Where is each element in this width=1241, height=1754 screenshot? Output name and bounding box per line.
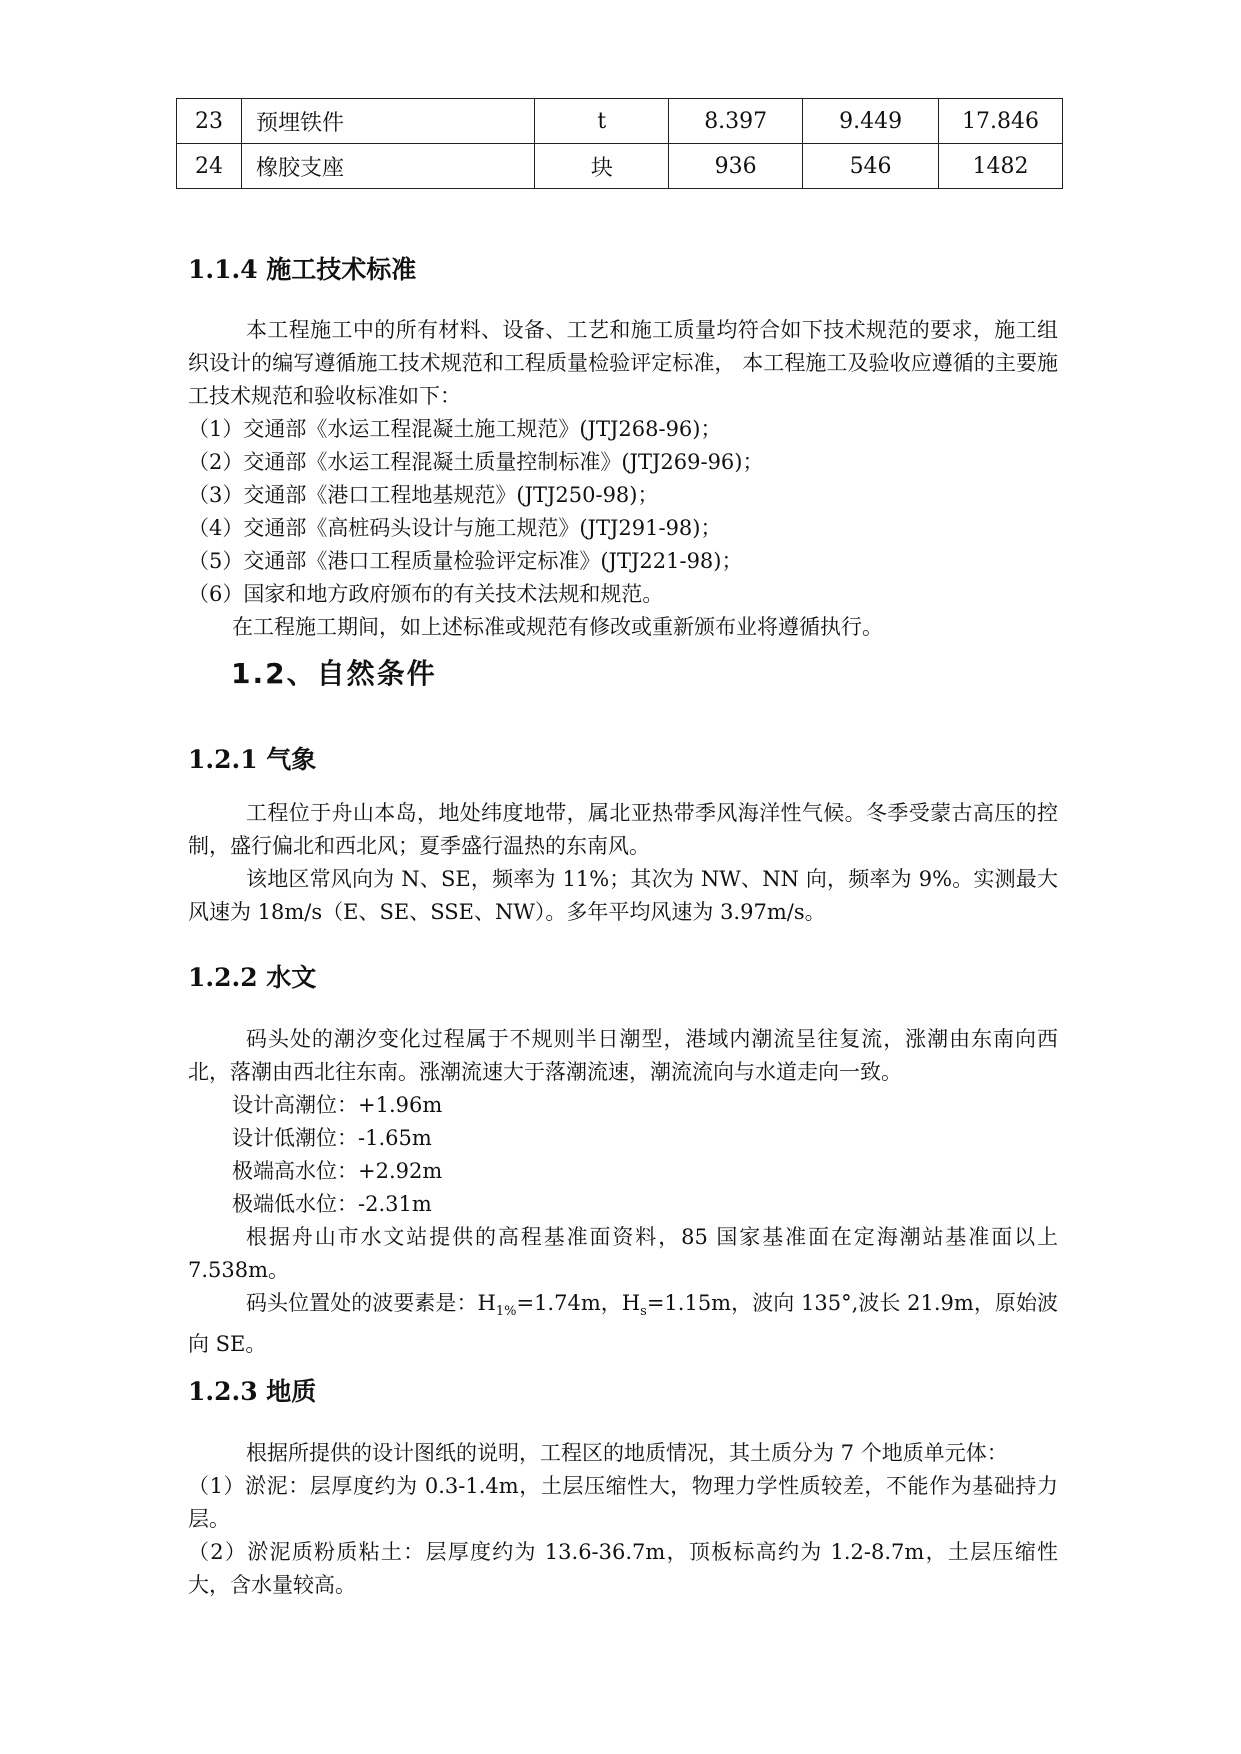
wave-subscript: 1% <box>495 1304 517 1320</box>
item-total: 17.846 <box>939 99 1063 144</box>
section-heading-1-1-4: 1.1.4 施工技术标准 <box>188 255 417 284</box>
list-item: （2）淤泥质粉质粘土：层厚度约为 13.6-36.7m，顶板标高约为 1.2-8.7m，土层压缩性大，含水量较高。 <box>188 1540 1058 1597</box>
list-item: （1）交通部《水运工程混凝土施工规范》(JTJ268-96)； <box>188 417 722 441</box>
list-item: （3）交通部《港口工程地基规范》(JTJ250-98)； <box>188 483 659 507</box>
wave-text: =1.74m，H <box>516 1291 641 1315</box>
section-heading-1-2-1: 1.2.1 气象 <box>188 745 317 774</box>
paragraph: 根据舟山市水文站提供的高程基准面资料，85 国家基准面在定海潮站基准面以上 7.538m。 <box>188 1225 1058 1282</box>
table-row <box>177 99 1063 144</box>
item-name: 预埋铁件 <box>241 99 534 144</box>
section-heading-1-2: 1.2、自然条件 <box>231 657 437 690</box>
section-1-2-1-body <box>188 797 1058 929</box>
tide-level: 设计低潮位：-1.65m <box>232 1126 432 1150</box>
item-qty-a: 936 <box>669 144 803 189</box>
list-item: （6）国家和地方政府颁布的有关技术法规和规范。 <box>188 582 664 606</box>
row-number: 24 <box>177 144 242 189</box>
paragraph: 工程位于舟山本岛，地处纬度地带，属北亚热带季风海洋性气候。冬季受蒙古高压的控制，盛行偏北和西北风；夏季盛行温热的东南风。 <box>188 801 1058 858</box>
item-qty-b: 546 <box>803 144 939 189</box>
list-item: （4）交通部《高桩码头设计与施工规范》(JTJ291-98)； <box>188 516 722 540</box>
wave-text: 码头位置处的波要素是：H <box>246 1291 496 1315</box>
quantity-table <box>176 98 1063 189</box>
paragraph <box>188 1287 1058 1361</box>
paragraph: 本工程施工中的所有材料、设备、工艺和施工质量均符合如下技术规范的要求，施工组织设计的编写遵循施工技术规范和工程质量检验评定标准， 本工程施工及验收应遵循的主要施工技术规范和验收标准如下： <box>188 318 1058 408</box>
list-item: （2）交通部《水运工程混凝土质量控制标准》(JTJ269-96)； <box>188 450 764 474</box>
item-qty-a: 8.397 <box>669 99 803 144</box>
paragraph: 根据所提供的设计图纸的说明，工程区的地质情况，其土质分为 7 个地质单元体： <box>246 1441 1008 1465</box>
item-unit: t <box>535 99 669 144</box>
section-1-1-4-body <box>188 314 1058 644</box>
item-name: 橡胶支座 <box>241 144 534 189</box>
wave-text: =1.15m，波向 135°,波长 21.9m，原始波向 SE。 <box>188 1291 1058 1357</box>
row-number: 23 <box>177 99 242 144</box>
item-total: 1482 <box>939 144 1063 189</box>
section-heading-1-2-2: 1.2.2 水文 <box>188 963 317 992</box>
section-heading-1-2-3: 1.2.3 地质 <box>188 1377 317 1406</box>
tide-level: 极端低水位：-2.31m <box>232 1192 432 1216</box>
list-item: （5）交通部《港口工程质量检验评定标准》(JTJ221-98)； <box>188 549 743 573</box>
item-unit: 块 <box>535 144 669 189</box>
tide-level: 极端高水位：+2.92m <box>232 1159 443 1183</box>
item-qty-b: 9.449 <box>803 99 939 144</box>
list-item: （1）淤泥：层厚度约为 0.3-1.4m，土层压缩性大，物理力学性质较差，不能作为基础持力层。 <box>188 1474 1058 1531</box>
paragraph: 该地区常风向为 N、SE，频率为 11%；其次为 NW、NN 向，频率为 9%。实测最大风速为 18m/s（E、SE、SSE、NW）。多年平均风速为 3.97m/s。 <box>188 867 1058 924</box>
paragraph: 在工程施工期间，如上述标准或规范有修改或重新颁布业将遵循执行。 <box>232 615 883 639</box>
wave-subscript: s <box>640 1304 647 1320</box>
paragraph: 码头处的潮汐变化过程属于不规则半日潮型，港域内潮流呈往复流，涨潮由东南向西北，落潮由西北往东南。涨潮流速大于落潮流速，潮流流向与水道走向一致。 <box>188 1027 1058 1084</box>
table-row <box>177 144 1063 189</box>
section-1-2-3-body <box>188 1437 1058 1602</box>
tide-level: 设计高潮位：+1.96m <box>232 1093 443 1117</box>
section-1-2-2-body <box>188 1023 1058 1361</box>
